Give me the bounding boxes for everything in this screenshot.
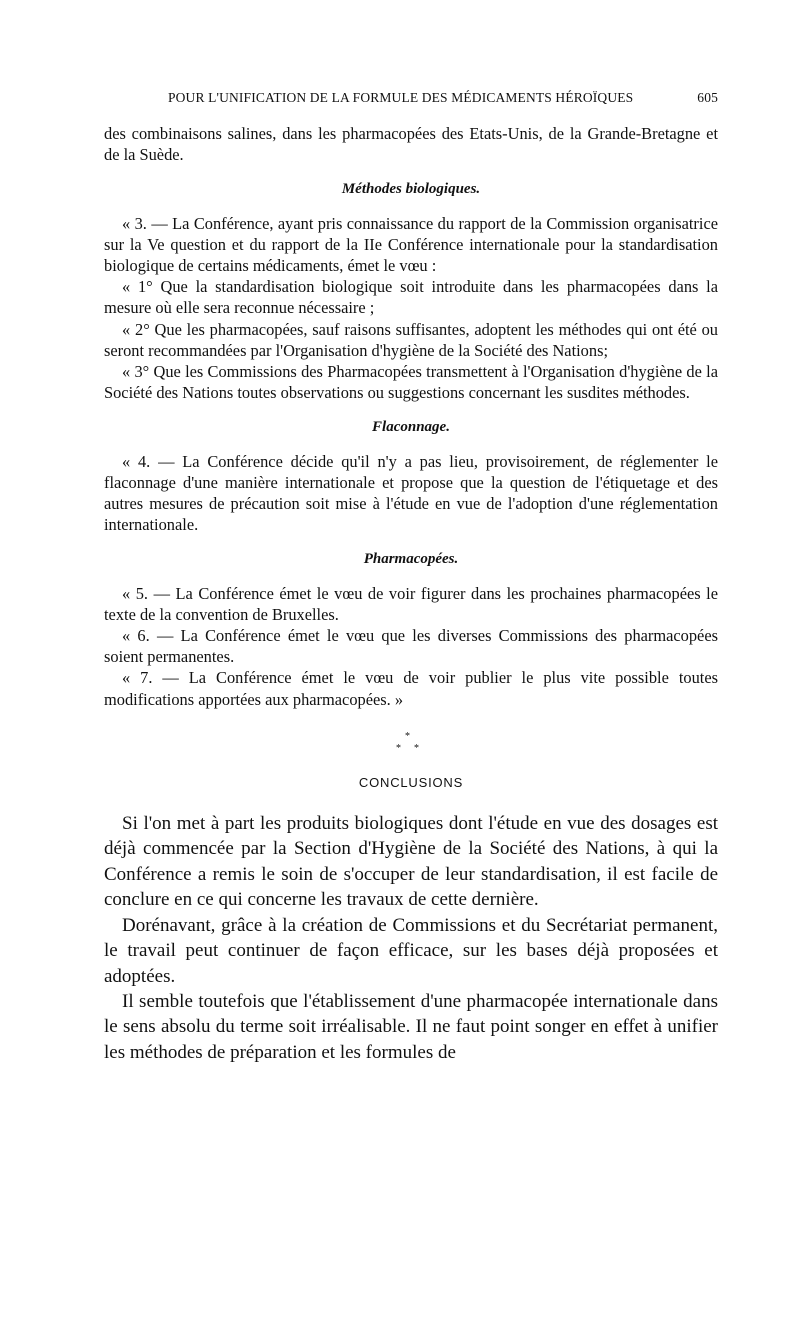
running-title: POUR L'UNIFICATION DE LA FORMULE DES MÉDICAMENTS HÉROÏQUES — [168, 90, 634, 105]
asterism-star-left: * — [396, 742, 401, 754]
text-body — [104, 123, 718, 1065]
paragraph-resolution-3: « 3. — La Conférence, ayant pris connaissance du rapport de la Commission organisatrice sur la Ve question et du rapport de la IIe Conférence internationale pour la standardisation biologique de certains médicaments, émet le vœu : — [104, 213, 718, 276]
paragraph-resolution-3-3: « 3° Que les Commissions des Pharmacopées transmettent à l'Organisation d'hygiène de la Société des Nations toutes observations ou suggestions concernant les susdites méthodes. — [104, 362, 718, 403]
paragraph-resolution-3-2: « 2° Que les pharmacopées, sauf raisons suffisantes, adoptent les méthodes qui ont été ou seront recommandées par l'Organisation d'hygiène de la Société des Nations; — [104, 319, 718, 360]
conclusions-heading: CONCLUSIONS — [358, 774, 464, 790]
conclusions-paragraph-2: Dorénavant, grâce à la création de Commissions et du Secrétariat permanent, le travail peut continuer de façon efficace, sur les bases déjà proposées et adoptées. — [104, 914, 718, 987]
page-number: 605 — [697, 90, 718, 105]
asterism-star-top: * — [405, 730, 410, 742]
section-title-pharmacopees: Pharmacopées. — [363, 551, 459, 568]
conclusions-body — [104, 811, 718, 1065]
paragraph-resolution-7: « 7. — La Conférence émet le vœu de voir publier le plus vite possible toutes modifications apportées aux pharmacopées. » — [104, 668, 718, 709]
paragraph-resolution-4: « 4. — La Conférence décide qu'il n'y a pas lieu, provisoirement, de réglementer le flaconnage d'une manière internationale et propose que la question de l'étiquetage et des autres mesures de précaution soit mise à l'étude en vue de l'adoption d'une réglementation internationale. — [104, 451, 718, 535]
conclusions-paragraph-3: Il semble toutefois que l'établissement d'une pharmacopée internationale dans le sens absolu du terme soit irréalisable. Il ne faut point songer en effet à unifier les méthodes de préparation et les formules de — [104, 990, 718, 1063]
running-header — [104, 90, 718, 112]
asterism-star-right: * — [414, 742, 419, 754]
conclusions-paragraph-1: Si l'on met à part les produits biologiques dont l'étude en vue des dosages est déjà commencée par la Section d'Hygiène de la Société des Nations, à qui la Conférence a remis le soin de s'occuper de leur standardisation, il est facile de conclure en ce qui concerne les travaux de cette dernière. — [104, 813, 718, 911]
asterism-separator — [104, 726, 718, 764]
section-title-methodes: Méthodes biologiques. — [341, 181, 481, 198]
paragraph-resolution-3-1: « 1° Que la standardisation biologique soit introduite dans les pharmacopées dans la mesure où elle sera reconnue nécessaire ; — [104, 277, 718, 318]
paragraph-resolution-5: « 5. — La Conférence émet le vœu de voir figurer dans les prochaines pharmacopées le texte de la convention de Bruxelles. — [104, 583, 718, 624]
section-title-flaconnage: Flaconnage. — [372, 419, 450, 436]
paragraph-resolution-6: « 6. — La Conférence émet le vœu que les diverses Commissions des pharmacopées soient permanentes. — [104, 626, 718, 667]
intro-paragraph: des combinaisons salines, dans les pharmacopées des Etats-Unis, de la Grande-Bretagne et de la Suède. — [104, 124, 718, 165]
